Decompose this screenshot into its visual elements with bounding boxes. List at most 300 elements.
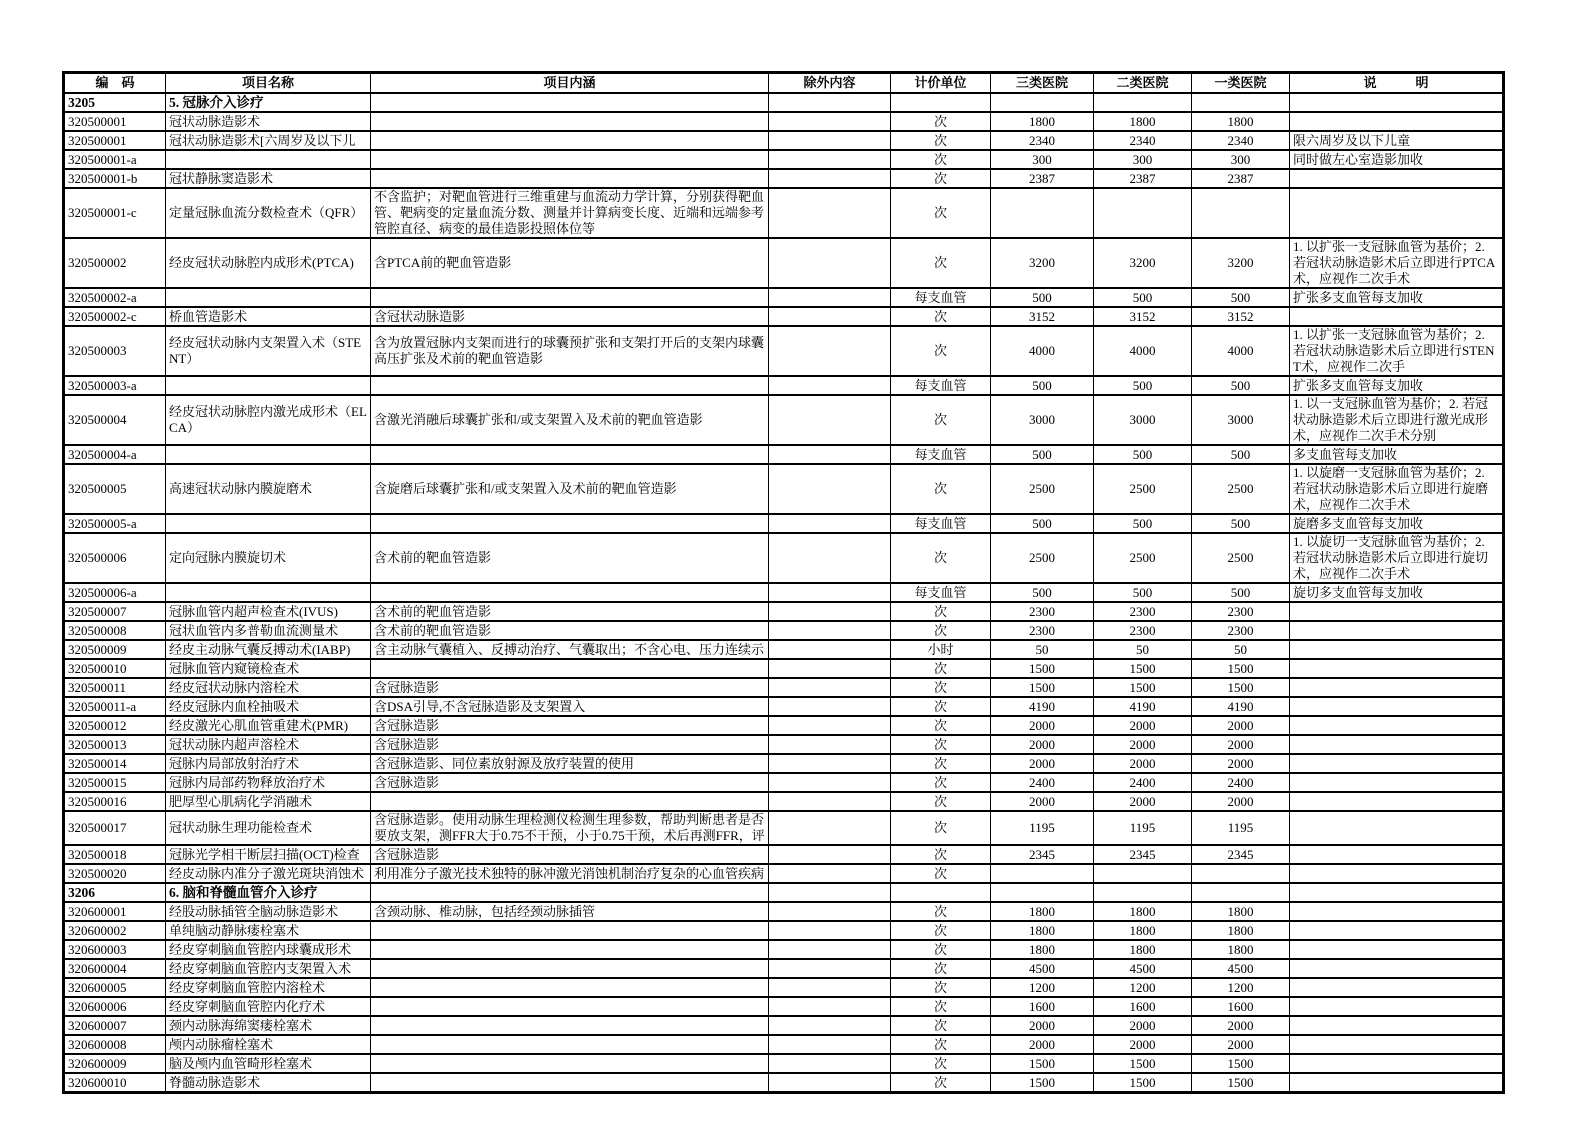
cell-note — [1290, 773, 1504, 792]
cell-class3-hospital-price: 500 — [991, 288, 1094, 307]
cell-class3-hospital-price: 2000 — [991, 754, 1094, 773]
cell-note — [1290, 864, 1504, 883]
cell-note: 限六周岁及以下儿童 — [1290, 131, 1504, 150]
cell-class2-hospital-price: 500 — [1094, 583, 1192, 602]
cell-item-name: 冠状动脉造影术 — [166, 112, 371, 131]
cell-code: 320500005-a — [64, 514, 166, 533]
cell-excluded-content — [769, 811, 891, 845]
cell-note — [1290, 754, 1504, 773]
cell-pricing-unit: 小时 — [891, 640, 991, 659]
cell-code: 320600004 — [64, 959, 166, 978]
cell-class1-hospital-price: 300 — [1192, 150, 1290, 169]
cell-item-name — [166, 376, 371, 395]
cell-item-name: 5. 冠脉介入诊疗 — [166, 93, 371, 112]
cell-class3-hospital-price: 1600 — [991, 997, 1094, 1016]
cell-excluded-content — [769, 464, 891, 514]
cell-code: 320500001 — [64, 131, 166, 150]
cell-class3-hospital-price: 1800 — [991, 940, 1094, 959]
cell-class1-hospital-price: 500 — [1192, 445, 1290, 464]
cell-item-content: 含冠脉造影 — [371, 845, 769, 864]
cell-class1-hospital-price: 2340 — [1192, 131, 1290, 150]
cell-class1-hospital-price: 4000 — [1192, 326, 1290, 376]
cell-excluded-content — [769, 754, 891, 773]
cell-note — [1290, 678, 1504, 697]
cell-class1-hospital-price: 1500 — [1192, 678, 1290, 697]
cell-code: 320500011 — [64, 678, 166, 697]
cell-item-name: 经皮冠状动脉内支架置入术（STENT） — [166, 326, 371, 376]
cell-class1-hospital-price: 4500 — [1192, 959, 1290, 978]
cell-excluded-content — [769, 864, 891, 883]
cell-code: 320500018 — [64, 845, 166, 864]
cell-item-name: 定向冠脉内膜旋切术 — [166, 533, 371, 583]
cell-item-name: 冠状动脉内超声溶栓术 — [166, 735, 371, 754]
cell-note: 扩张多支血管每支加收 — [1290, 288, 1504, 307]
cell-item-content — [371, 93, 769, 112]
cell-class1-hospital-price: 1800 — [1192, 112, 1290, 131]
column-header: 说 明 — [1290, 73, 1504, 94]
cell-excluded-content — [769, 169, 891, 188]
table-row — [64, 640, 1504, 659]
cell-note — [1290, 93, 1504, 112]
cell-excluded-content — [769, 735, 891, 754]
cell-class2-hospital-price: 1500 — [1094, 1054, 1192, 1073]
cell-item-content — [371, 169, 769, 188]
cell-excluded-content — [769, 659, 891, 678]
cell-item-content — [371, 514, 769, 533]
cell-item-name: 经皮冠状动脉腔内激光成形术（ELCA） — [166, 395, 371, 445]
cell-pricing-unit: 次 — [891, 395, 991, 445]
cell-class1-hospital-price: 1600 — [1192, 997, 1290, 1016]
column-header: 二类医院 — [1094, 73, 1192, 94]
cell-class3-hospital-price: 2000 — [991, 792, 1094, 811]
cell-item-name: 冠状动脉生理功能检查术 — [166, 811, 371, 845]
cell-class2-hospital-price: 2400 — [1094, 773, 1192, 792]
table-row — [64, 395, 1504, 445]
cell-excluded-content — [769, 533, 891, 583]
cell-item-name: 冠脉内局部放射治疗术 — [166, 754, 371, 773]
cell-pricing-unit: 次 — [891, 1073, 991, 1093]
table-header — [64, 73, 1504, 94]
cell-excluded-content — [769, 93, 891, 112]
cell-excluded-content — [769, 131, 891, 150]
cell-item-content — [371, 659, 769, 678]
table-row — [64, 288, 1504, 307]
cell-note: 多支血管每支加收 — [1290, 445, 1504, 464]
cell-item-content — [371, 792, 769, 811]
table-row — [64, 902, 1504, 921]
cell-class3-hospital-price: 1800 — [991, 112, 1094, 131]
cell-class1-hospital-price — [1192, 883, 1290, 902]
cell-class1-hospital-price: 500 — [1192, 288, 1290, 307]
cell-item-name: 冠脉内局部药物释放治疗术 — [166, 773, 371, 792]
cell-class1-hospital-price: 2000 — [1192, 716, 1290, 735]
cell-class3-hospital-price: 2000 — [991, 1035, 1094, 1054]
cell-class3-hospital-price: 1500 — [991, 678, 1094, 697]
cell-pricing-unit: 次 — [891, 659, 991, 678]
cell-pricing-unit: 次 — [891, 1035, 991, 1054]
cell-item-name: 经皮主动脉气囊反搏动术(IABP) — [166, 640, 371, 659]
cell-code: 320600008 — [64, 1035, 166, 1054]
cell-code: 320500012 — [64, 716, 166, 735]
cell-class1-hospital-price: 500 — [1192, 514, 1290, 533]
cell-pricing-unit: 次 — [891, 188, 991, 238]
cell-note — [1290, 978, 1504, 997]
cell-class1-hospital-price: 4190 — [1192, 697, 1290, 716]
cell-code: 320500008 — [64, 621, 166, 640]
cell-class2-hospital-price: 2340 — [1094, 131, 1192, 150]
cell-class1-hospital-price: 2500 — [1192, 533, 1290, 583]
column-header: 项目名称 — [166, 73, 371, 94]
table-row — [64, 188, 1504, 238]
cell-class1-hospital-price: 1195 — [1192, 811, 1290, 845]
cell-class2-hospital-price: 2300 — [1094, 602, 1192, 621]
table-row — [64, 112, 1504, 131]
cell-class1-hospital-price: 3000 — [1192, 395, 1290, 445]
table-row — [64, 697, 1504, 716]
cell-class1-hospital-price: 50 — [1192, 640, 1290, 659]
cell-item-name: 冠状静脉窦造影术 — [166, 169, 371, 188]
table-row — [64, 326, 1504, 376]
cell-item-content — [371, 1054, 769, 1073]
cell-pricing-unit: 次 — [891, 131, 991, 150]
cell-class1-hospital-price: 2000 — [1192, 1016, 1290, 1035]
cell-note: 旋磨多支血管每支加收 — [1290, 514, 1504, 533]
table-row — [64, 1035, 1504, 1054]
cell-class3-hospital-price: 1200 — [991, 978, 1094, 997]
cell-note — [1290, 902, 1504, 921]
cell-class2-hospital-price: 1800 — [1094, 940, 1192, 959]
cell-class1-hospital-price: 2000 — [1192, 735, 1290, 754]
cell-note — [1290, 845, 1504, 864]
cell-item-content — [371, 921, 769, 940]
cell-code: 320500016 — [64, 792, 166, 811]
cell-item-content: 含冠脉造影、同位素放射源及放疗装置的使用 — [371, 754, 769, 773]
column-header: 一类医院 — [1192, 73, 1290, 94]
table-row — [64, 621, 1504, 640]
table-row — [64, 169, 1504, 188]
cell-class3-hospital-price — [991, 188, 1094, 238]
table-row — [64, 811, 1504, 845]
cell-pricing-unit: 次 — [891, 169, 991, 188]
cell-class2-hospital-price — [1094, 188, 1192, 238]
cell-class2-hospital-price: 500 — [1094, 376, 1192, 395]
cell-class3-hospital-price: 500 — [991, 514, 1094, 533]
cell-code: 320600005 — [64, 978, 166, 997]
cell-pricing-unit: 次 — [891, 238, 991, 288]
table-row — [64, 1016, 1504, 1035]
cell-class3-hospital-price: 2000 — [991, 1016, 1094, 1035]
cell-code: 320500001-a — [64, 150, 166, 169]
cell-class2-hospital-price: 2387 — [1094, 169, 1192, 188]
cell-pricing-unit: 次 — [891, 902, 991, 921]
cell-note — [1290, 1073, 1504, 1093]
cell-item-content: 含旋磨后球囊扩张和/或支架置入及术前的靶血管造影 — [371, 464, 769, 514]
cell-item-name — [166, 150, 371, 169]
cell-note — [1290, 811, 1504, 845]
cell-class1-hospital-price — [1192, 188, 1290, 238]
cell-pricing-unit: 次 — [891, 464, 991, 514]
cell-class2-hospital-price: 3000 — [1094, 395, 1192, 445]
cell-item-name: 经皮穿刺脑血管腔内支架置入术 — [166, 959, 371, 978]
cell-code: 320500003-a — [64, 376, 166, 395]
cell-class3-hospital-price: 2400 — [991, 773, 1094, 792]
cell-class1-hospital-price: 500 — [1192, 376, 1290, 395]
cell-excluded-content — [769, 376, 891, 395]
cell-item-name: 定量冠脉血流分数检查术（QFR） — [166, 188, 371, 238]
cell-note — [1290, 188, 1504, 238]
cell-pricing-unit: 每支血管 — [891, 514, 991, 533]
table-row — [64, 845, 1504, 864]
cell-class3-hospital-price: 1500 — [991, 659, 1094, 678]
cell-pricing-unit: 次 — [891, 150, 991, 169]
cell-excluded-content — [769, 997, 891, 1016]
cell-item-name: 冠脉血管内超声检查术(IVUS) — [166, 602, 371, 621]
cell-item-content — [371, 959, 769, 978]
cell-excluded-content — [769, 150, 891, 169]
cell-class1-hospital-price: 1500 — [1192, 1073, 1290, 1093]
cell-item-content — [371, 445, 769, 464]
cell-code: 320500004-a — [64, 445, 166, 464]
medical-price-table — [62, 71, 1505, 1094]
cell-class3-hospital-price: 2000 — [991, 716, 1094, 735]
column-header: 编 码 — [64, 73, 166, 94]
cell-code: 320500010 — [64, 659, 166, 678]
cell-class1-hospital-price: 2345 — [1192, 845, 1290, 864]
cell-class2-hospital-price: 50 — [1094, 640, 1192, 659]
cell-item-content: 含术前的靶血管造影 — [371, 602, 769, 621]
cell-item-name: 冠脉血管内窥镜检查术 — [166, 659, 371, 678]
cell-item-content: 含冠脉造影。使用动脉生理检测仪检测生理参数，帮助判断患者是否要放支架，测FFR大于0.75不干预，小于0.75干预，术后再测FFR，评 — [371, 811, 769, 845]
cell-note — [1290, 940, 1504, 959]
cell-class3-hospital-price: 1195 — [991, 811, 1094, 845]
table-row — [64, 716, 1504, 735]
cell-excluded-content — [769, 678, 891, 697]
cell-class2-hospital-price — [1094, 883, 1192, 902]
cell-class1-hospital-price: 3200 — [1192, 238, 1290, 288]
cell-item-name: 经皮冠状动脉内溶栓术 — [166, 678, 371, 697]
cell-code: 320500001-b — [64, 169, 166, 188]
cell-code: 320600009 — [64, 1054, 166, 1073]
cell-note — [1290, 697, 1504, 716]
cell-class2-hospital-price: 1800 — [1094, 112, 1192, 131]
cell-class2-hospital-price: 4000 — [1094, 326, 1192, 376]
cell-excluded-content — [769, 697, 891, 716]
cell-class2-hospital-price: 4500 — [1094, 959, 1192, 978]
cell-excluded-content — [769, 514, 891, 533]
cell-pricing-unit: 次 — [891, 1054, 991, 1073]
cell-code: 320600007 — [64, 1016, 166, 1035]
header-row — [64, 73, 1504, 94]
cell-class3-hospital-price: 1500 — [991, 1073, 1094, 1093]
cell-item-content — [371, 150, 769, 169]
cell-note — [1290, 792, 1504, 811]
cell-class2-hospital-price: 4190 — [1094, 697, 1192, 716]
cell-pricing-unit: 次 — [891, 602, 991, 621]
cell-excluded-content — [769, 1016, 891, 1035]
cell-note: 1. 以旋磨一支冠脉血管为基价；2. 若冠状动脉造影术后立即进行旋磨术，应视作二次手术 — [1290, 464, 1504, 514]
cell-pricing-unit: 次 — [891, 754, 991, 773]
cell-pricing-unit: 次 — [891, 921, 991, 940]
cell-code: 320500005 — [64, 464, 166, 514]
cell-pricing-unit: 每支血管 — [891, 583, 991, 602]
cell-item-content: 不含监护；对靶血管进行三维重建与血流动力学计算，分别获得靶血管、靶病变的定量血流分数、测量并计算病变长度、近端和远端参考管腔直径、病变的最佳造影投照体位等 — [371, 188, 769, 238]
cell-class1-hospital-price: 1800 — [1192, 940, 1290, 959]
cell-class3-hospital-price — [991, 864, 1094, 883]
cell-note: 1. 以旋切一支冠脉血管为基价；2. 若冠状动脉造影术后立即进行旋切术，应视作二次手术 — [1290, 533, 1504, 583]
cell-class3-hospital-price: 300 — [991, 150, 1094, 169]
cell-note: 旋切多支血管每支加收 — [1290, 583, 1504, 602]
cell-item-name: 脑及颅内血管畸形栓塞术 — [166, 1054, 371, 1073]
cell-class3-hospital-price: 4000 — [991, 326, 1094, 376]
table-row — [64, 792, 1504, 811]
cell-pricing-unit: 次 — [891, 307, 991, 326]
cell-item-name: 单纯脑动静脉瘘栓塞术 — [166, 921, 371, 940]
cell-item-content: 含激光消融后球囊扩张和/或支架置入及术前的靶血管造影 — [371, 395, 769, 445]
cell-class3-hospital-price: 500 — [991, 445, 1094, 464]
cell-item-content: 含主动脉气囊植入、反搏动治疗、气囊取出；不含心电、压力连续示 — [371, 640, 769, 659]
cell-class2-hospital-price: 2500 — [1094, 464, 1192, 514]
cell-item-content — [371, 112, 769, 131]
cell-class2-hospital-price: 2000 — [1094, 735, 1192, 754]
cell-code: 320600006 — [64, 997, 166, 1016]
cell-class3-hospital-price: 4500 — [991, 959, 1094, 978]
table-row — [64, 735, 1504, 754]
cell-class2-hospital-price: 500 — [1094, 445, 1192, 464]
table-row — [64, 464, 1504, 514]
cell-class3-hospital-price: 2000 — [991, 735, 1094, 754]
table-row — [64, 445, 1504, 464]
cell-note: 1. 以一支冠脉血管为基价；2. 若冠状动脉造影术后立即进行激光成形术，应视作二次手术分别 — [1290, 395, 1504, 445]
cell-excluded-content — [769, 640, 891, 659]
cell-class1-hospital-price: 2300 — [1192, 621, 1290, 640]
cell-item-content: 含PTCA前的靶血管造影 — [371, 238, 769, 288]
cell-item-name: 冠脉光学相干断层扫描(OCT)检查 — [166, 845, 371, 864]
cell-class3-hospital-price: 2300 — [991, 602, 1094, 621]
cell-note — [1290, 716, 1504, 735]
cell-code: 320500015 — [64, 773, 166, 792]
table-row — [64, 678, 1504, 697]
cell-item-content — [371, 131, 769, 150]
cell-pricing-unit — [891, 883, 991, 902]
cell-item-content: 含冠脉造影 — [371, 716, 769, 735]
table-row — [64, 150, 1504, 169]
cell-note — [1290, 1054, 1504, 1073]
cell-class3-hospital-price: 3000 — [991, 395, 1094, 445]
cell-item-name: 经皮冠状动脉腔内成形术(PTCA) — [166, 238, 371, 288]
cell-note — [1290, 640, 1504, 659]
cell-item-content: 含冠状动脉造影 — [371, 307, 769, 326]
cell-excluded-content — [769, 792, 891, 811]
table-row — [64, 1073, 1504, 1093]
table-row — [64, 978, 1504, 997]
cell-code: 320500002-c — [64, 307, 166, 326]
cell-note — [1290, 621, 1504, 640]
column-header: 除外内容 — [769, 73, 891, 94]
cell-excluded-content — [769, 188, 891, 238]
cell-note: 1. 以扩张一支冠脉血管为基价；2. 若冠状动脉造影术后立即进行STENT术，应视作二次手 — [1290, 326, 1504, 376]
cell-excluded-content — [769, 921, 891, 940]
cell-excluded-content — [769, 112, 891, 131]
cell-class1-hospital-price: 2500 — [1192, 464, 1290, 514]
column-header: 项目内涵 — [371, 73, 769, 94]
cell-item-content: 含为放置冠脉内支架而进行的球囊预扩张和支架打开后的支架内球囊高压扩张及术前的靶血管造影 — [371, 326, 769, 376]
cell-note — [1290, 1035, 1504, 1054]
cell-item-content — [371, 583, 769, 602]
cell-class3-hospital-price: 3152 — [991, 307, 1094, 326]
cell-code: 320500013 — [64, 735, 166, 754]
cell-pricing-unit: 每支血管 — [891, 288, 991, 307]
cell-note — [1290, 959, 1504, 978]
cell-item-content: 含术前的靶血管造影 — [371, 621, 769, 640]
cell-item-name: 脊髓动脉造影术 — [166, 1073, 371, 1093]
cell-class3-hospital-price — [991, 883, 1094, 902]
cell-item-name: 高速冠状动脉内膜旋磨术 — [166, 464, 371, 514]
cell-class3-hospital-price: 2300 — [991, 621, 1094, 640]
cell-item-content — [371, 997, 769, 1016]
cell-pricing-unit: 次 — [891, 697, 991, 716]
cell-class2-hospital-price: 3200 — [1094, 238, 1192, 288]
cell-code: 3206 — [64, 883, 166, 902]
cell-note: 同时做左心室造影加收 — [1290, 150, 1504, 169]
cell-code: 320600001 — [64, 902, 166, 921]
cell-excluded-content — [769, 602, 891, 621]
table-row — [64, 1054, 1504, 1073]
cell-note — [1290, 1016, 1504, 1035]
cell-class2-hospital-price: 1195 — [1094, 811, 1192, 845]
cell-code: 320500003 — [64, 326, 166, 376]
cell-item-name — [166, 514, 371, 533]
cell-code: 320500002 — [64, 238, 166, 288]
cell-class2-hospital-price: 1500 — [1094, 659, 1192, 678]
cell-class2-hospital-price: 1600 — [1094, 997, 1192, 1016]
cell-pricing-unit: 次 — [891, 326, 991, 376]
cell-pricing-unit: 次 — [891, 792, 991, 811]
cell-item-content: 利用准分子激光技术独特的脉冲激光消蚀机制治疗复杂的心血管疾病 — [371, 864, 769, 883]
table-row — [64, 864, 1504, 883]
cell-excluded-content — [769, 978, 891, 997]
cell-item-name: 经股动脉插管全脑动脉造影术 — [166, 902, 371, 921]
cell-class2-hospital-price: 1500 — [1094, 678, 1192, 697]
cell-class2-hospital-price: 2300 — [1094, 621, 1192, 640]
table-row — [64, 307, 1504, 326]
cell-excluded-content — [769, 307, 891, 326]
cell-note — [1290, 921, 1504, 940]
cell-pricing-unit: 次 — [891, 997, 991, 1016]
cell-item-name — [166, 583, 371, 602]
table-row — [64, 376, 1504, 395]
table-body — [64, 93, 1504, 1093]
cell-excluded-content — [769, 326, 891, 376]
cell-excluded-content — [769, 773, 891, 792]
cell-item-name: 颈内动脉海绵窦瘘栓塞术 — [166, 1016, 371, 1035]
cell-class3-hospital-price: 1500 — [991, 1054, 1094, 1073]
cell-class2-hospital-price — [1094, 93, 1192, 112]
cell-item-content: 含术前的靶血管造影 — [371, 533, 769, 583]
cell-class3-hospital-price: 1800 — [991, 921, 1094, 940]
cell-item-name — [166, 445, 371, 464]
cell-class1-hospital-price: 1200 — [1192, 978, 1290, 997]
cell-item-content: 含冠脉造影 — [371, 735, 769, 754]
cell-class3-hospital-price: 500 — [991, 376, 1094, 395]
table-row — [64, 754, 1504, 773]
cell-item-content — [371, 940, 769, 959]
cell-code: 320600002 — [64, 921, 166, 940]
cell-code: 320500004 — [64, 395, 166, 445]
cell-excluded-content — [769, 1035, 891, 1054]
cell-code: 320500009 — [64, 640, 166, 659]
cell-class1-hospital-price: 1500 — [1192, 1054, 1290, 1073]
cell-class3-hospital-price: 2345 — [991, 845, 1094, 864]
